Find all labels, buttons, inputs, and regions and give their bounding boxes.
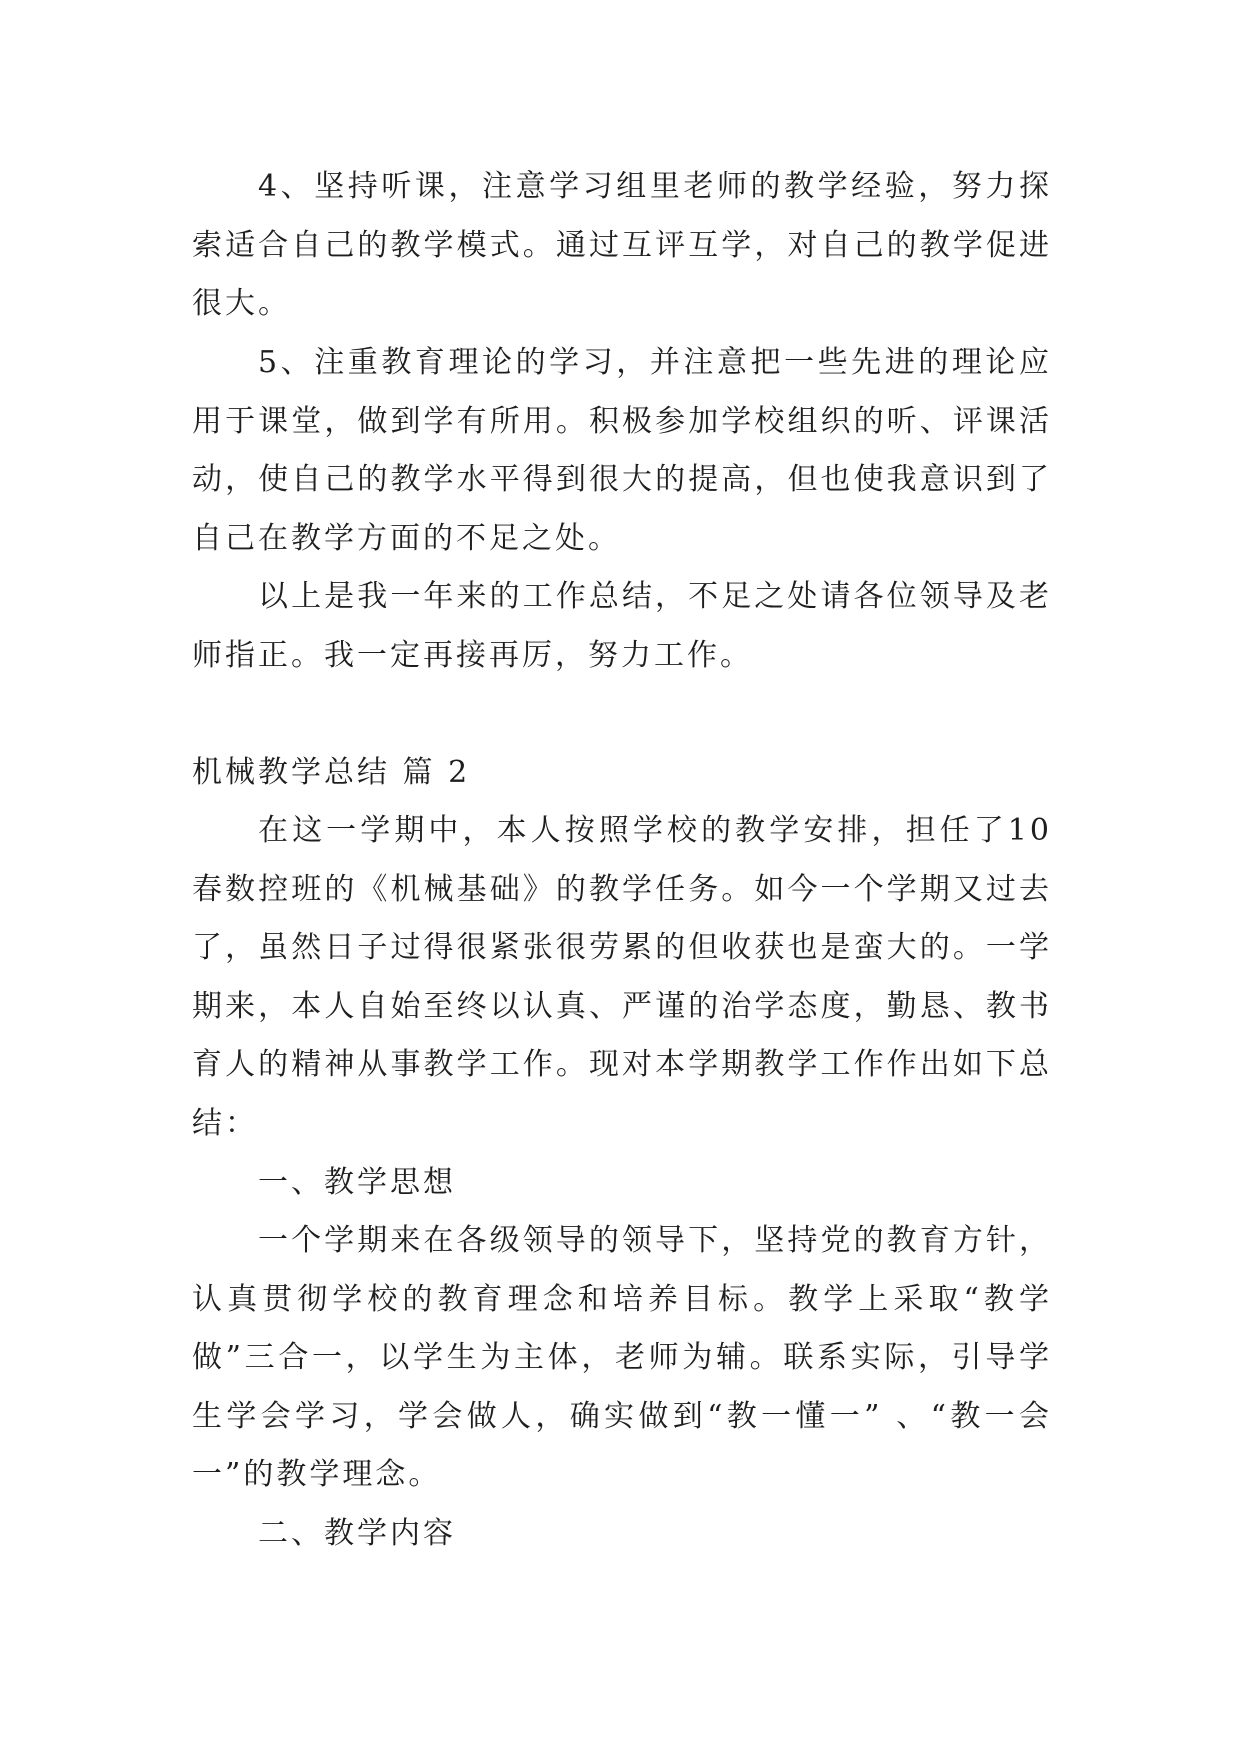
paragraph-item-5: 5、注重教育理论的学习，并注意把一些先进的理论应用于课堂，做到学有所用。积极参加学校组织的听、评课活动，使自己的教学水平得到很大的提高，但也使我意识到了自己在教学方面的不足之处。: [192, 345, 1052, 556]
closing-paragraph: 以上是我一年来的工作总结，不足之处请各位领导及老师指正。我一定再接再厉，努力工作。: [192, 579, 1052, 673]
heading-teaching-thought: 一、教学思想: [258, 1165, 456, 1200]
section-title: 机械教学总结 篇 2: [192, 755, 471, 790]
teaching-thought-paragraph: 一个学期来在各级领导的领导下，坚持党的教育方针，认真贯彻学校的教育理念和培养目标。教学上采取“教学做”三合一，以学生为主体，老师为辅。联系实际，引导学生学会学习，学会做人，确实做到“教一懂一” 、“教一会一”的教学理念。: [192, 1223, 1052, 1492]
paragraph-item-4: 4、坚持听课，注意学习组里老师的教学经验，努力探索适合自己的教学模式。通过互评互学，对自己的教学促进很大。: [192, 169, 1052, 321]
heading-teaching-content: 二、教学内容: [258, 1516, 456, 1551]
intro-paragraph: 在这一学期中，本人按照学校的教学安排，担任了10春数控班的《机械基础》的教学任务。如今一个学期又过去了，虽然日子过得很紧张很劳累的但收获也是蛮大的。一学期来，本人自始至终以认真、严谨的治学态度，勤恳、教书育人的精神从事教学工作。现对本学期教学工作作出如下总结：: [192, 813, 1052, 1141]
